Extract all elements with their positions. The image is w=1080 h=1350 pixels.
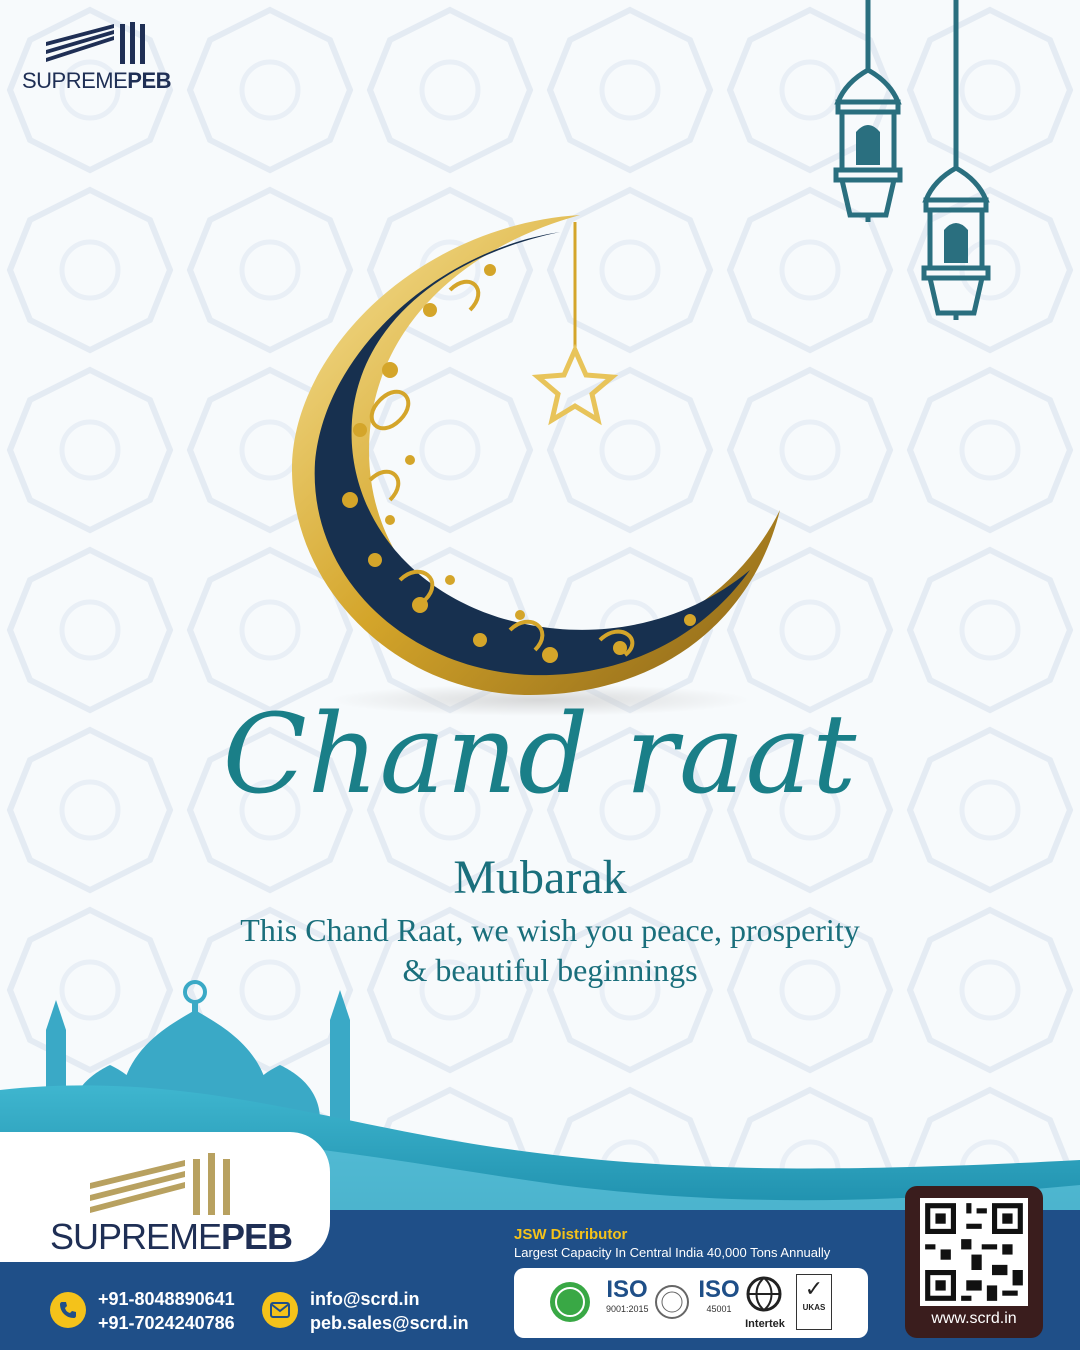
jsw-title: JSW Distributor — [514, 1226, 628, 1243]
greeting-subtitle: Mubarak — [453, 851, 627, 904]
greeting-line-2: & beautiful beginnings — [402, 952, 698, 988]
email-addresses[interactable] — [310, 1287, 469, 1335]
iso-9001-badge: ISO 9001:2015 — [606, 1276, 649, 1314]
phone-number-2[interactable]: +91-7024240786 — [98, 1313, 235, 1333]
globe-icon — [746, 1274, 782, 1314]
lanterns-illustration — [820, 0, 1020, 330]
ukas-badge: ✓ UKAS — [796, 1274, 832, 1330]
ohsas-badge-icon — [654, 1274, 690, 1330]
footer-logo-mark-icon — [90, 1147, 240, 1222]
logo-mark-icon — [44, 22, 154, 68]
phone-numbers[interactable] — [98, 1287, 235, 1335]
footer-logo-card — [0, 1132, 330, 1262]
qr-code-panel[interactable] — [905, 1186, 1043, 1338]
certifications-panel — [514, 1268, 868, 1338]
crescent-moon-illustration — [280, 200, 800, 720]
iso-certified-badge-icon — [548, 1274, 592, 1330]
footer-brand: SUPREMEPEB — [50, 1216, 293, 1257]
phone-icon — [50, 1292, 86, 1328]
email-2[interactable]: peb.sales@scrd.in — [310, 1313, 469, 1333]
jsw-subtitle: Largest Capacity In Central India 40,000 Tons Annually — [514, 1245, 831, 1260]
qr-code-icon[interactable] — [920, 1198, 1028, 1306]
header-brand: SUPREMEPEB — [22, 68, 172, 93]
website-url[interactable]: www.scrd.in — [931, 1310, 1017, 1327]
phone-number-1[interactable]: +91-8048890641 — [98, 1289, 235, 1309]
greeting-title: Chand raat — [222, 690, 858, 818]
header-logo — [22, 22, 182, 92]
mail-icon — [262, 1292, 298, 1328]
intertek-label: Intertek — [745, 1318, 785, 1330]
checkmark-icon: ✓ — [804, 1276, 824, 1301]
email-1[interactable]: info@scrd.in — [310, 1289, 420, 1309]
greeting-line-1: This Chand Raat, we wish you peace, prosperity — [240, 912, 860, 948]
iso-45001-badge: ISO 45001 — [698, 1276, 740, 1314]
